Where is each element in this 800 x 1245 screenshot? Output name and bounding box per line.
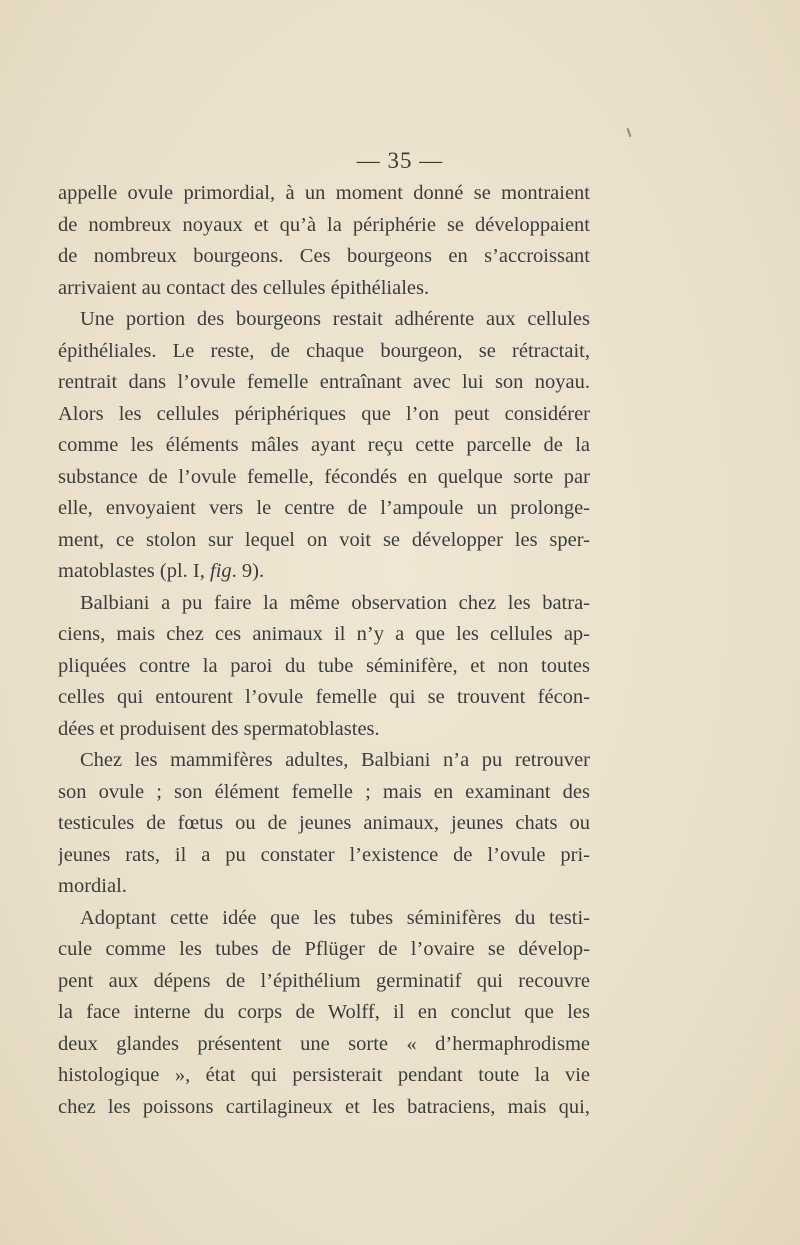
text-line: de nombreux noyaux et qu’à la périphérie se développaient (58, 213, 590, 236)
text-line: jeunes rats, il a pu constater l’existence de l’ovule pri- (58, 843, 590, 866)
page-number: — 35 — (356, 148, 444, 173)
text-line: dées et produisent des spermatoblastes. (58, 717, 380, 740)
figure-abbreviation: fig (210, 560, 232, 582)
text-line: épithéliales. Le reste, de chaque bourgeon, se rétractait, (58, 339, 590, 362)
text-line: testicules de fœtus ou de jeunes animaux, jeunes chats ou (58, 812, 590, 834)
text-line: pent aux dépens de l’épithélium germinatif qui recouvre (58, 969, 590, 992)
text-line: histologique », état qui persisterait pendant toute la vie (58, 1064, 590, 1086)
text-line: Balbiani a pu faire la même observation chez les batra- (80, 591, 590, 614)
text-line: arrivaient au contact des cellules épithéliales. (58, 276, 430, 299)
text-line: Une portion des bourgeons restait adhérente aux cellules (80, 308, 590, 330)
text-line: deux glandes présentent une sorte « d’hermaphrodisme (58, 1032, 590, 1055)
text-line: celles qui entourent l’ovule femelle qui se trouvent fécon- (58, 686, 590, 708)
text-line: chez les poissons cartilagineux et les batraciens, mais qui, (58, 1095, 590, 1118)
text-line: substance de l’ovule femelle, fécondés en quelque sorte par (58, 465, 590, 488)
text-line: la face interne du corps de Wolff, il en conclut que les (58, 1001, 590, 1023)
text-line: Alors les cellules périphériques que l’on peut considérer (58, 402, 590, 425)
text-segment: matoblastes (pl. I, (58, 560, 211, 582)
text-line: ciens, mais chez ces animaux il n’y a que les cellules ap- (58, 623, 590, 645)
text-line: de nombreux bourgeons. Ces bourgeons en s’accroissant (58, 245, 590, 267)
body-text (58, 178, 590, 1123)
text-segment: . 9). (231, 560, 265, 582)
text-line: comme les éléments mâles ayant reçu cette parcelle de la (58, 434, 590, 456)
text-line: mordial. (58, 875, 127, 897)
text-line: son ovule ; son élément femelle ; mais en examinant des (58, 780, 590, 803)
text-line: rentrait dans l’ovule femelle entraînant avec lui son noyau. (58, 371, 590, 393)
ink-mark (627, 128, 632, 137)
text-line: Adoptant cette idée que les tubes séminifères du testi- (80, 906, 590, 929)
text-line (58, 556, 590, 588)
text-line: Chez les mammifères adultes, Balbiani n’a pu retrouver (80, 749, 590, 771)
text-line: cule comme les tubes de Pflüger de l’ovaire se dévelop- (58, 938, 590, 960)
text-line: elle, envoyaient vers le centre de l’ampoule un prolonge- (58, 497, 590, 519)
text-line: pliquées contre la paroi du tube séminifère, et non toutes (58, 654, 590, 677)
text-line: ment, ce stolon sur lequel on voit se développer les sper- (58, 528, 590, 551)
text-line: appelle ovule primordial, à un moment donné se montraient (58, 182, 590, 204)
